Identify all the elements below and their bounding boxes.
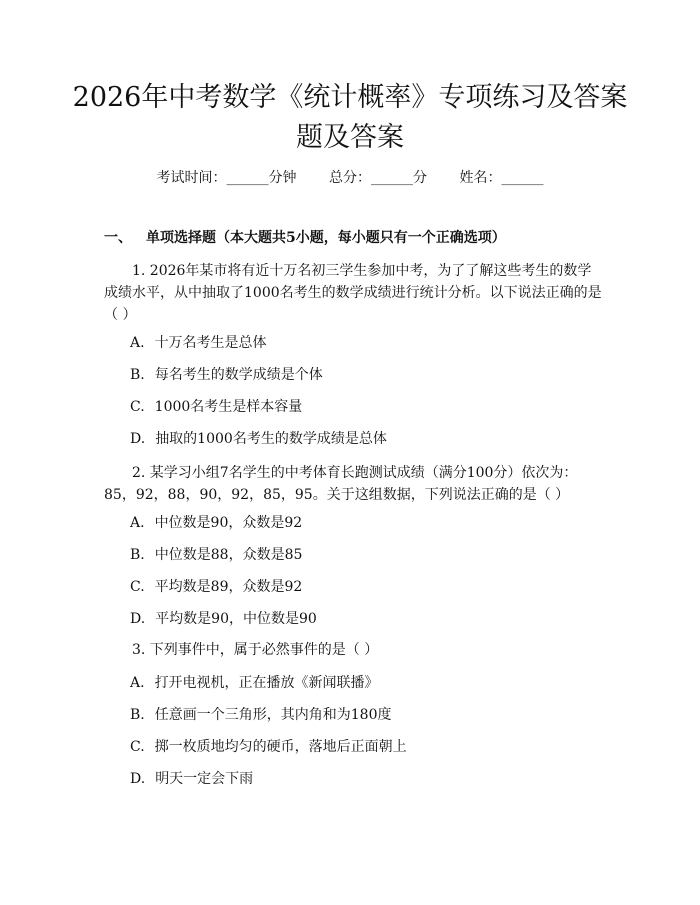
- option-text: 十万名考生是总体: [154, 335, 267, 351]
- option-letter: D.: [130, 771, 146, 787]
- option-letter: B.: [130, 367, 145, 383]
- name-label: 姓名：______: [459, 170, 544, 186]
- option-letter: B.: [130, 547, 145, 563]
- total-score-label: 总分：______分: [329, 170, 427, 186]
- question-2-option-b: [130, 545, 302, 565]
- question-2-option-d: [130, 609, 317, 629]
- exam-info-line: [0, 168, 700, 188]
- page-title: 2026年中考数学《统计概率》专项练习及答案题及答案: [72, 82, 628, 153]
- question-3-text: 3. 下列事件中，属于必然事件的是（ ）: [132, 642, 379, 658]
- question-1-option-c: [130, 397, 302, 417]
- option-text: 平均数是89，众数是92: [154, 579, 303, 595]
- option-letter: A.: [130, 335, 145, 351]
- question-3-option-c: [130, 737, 407, 757]
- option-text: 1000名考生是样本容量: [154, 399, 303, 415]
- question-3-option-d: [130, 769, 253, 789]
- exam-time-label: 考试时间：______分钟: [156, 170, 297, 186]
- section-number: 一、: [104, 230, 132, 246]
- option-text: 平均数是90，中位数是90: [155, 611, 317, 627]
- option-letter: D.: [130, 431, 146, 447]
- option-text: 掷一枚质地均匀的硬币，落地后正面朝上: [154, 739, 407, 755]
- option-text: 中位数是88，众数是85: [154, 547, 303, 563]
- option-text: 任意画一个三角形，其内角和为180度: [154, 707, 392, 723]
- option-letter: B.: [130, 707, 145, 723]
- option-text: 每名考生的数学成绩是个体: [154, 367, 323, 383]
- question-2-option-a: [130, 513, 302, 533]
- question-2-option-c: [130, 577, 302, 597]
- section-heading: [104, 228, 506, 248]
- section-title: 单项选择题（本大题共5小题，每小题只有一个正确选项）: [146, 230, 506, 246]
- option-letter: C.: [130, 739, 145, 755]
- question-1-option-a: [130, 333, 267, 353]
- option-letter: A.: [130, 675, 145, 691]
- question-3-option-a: [130, 673, 379, 693]
- option-letter: D.: [130, 611, 146, 627]
- question-1-option-b: [130, 365, 323, 385]
- question-1-text: 1. 2026年某市将有近十万名初三学生参加中考，为了了解这些考生的数学成绩水平，从中抽取了1000名考生的数学成绩进行统计分析。以下说法正确的是（ ）: [104, 263, 602, 323]
- option-text: 明天一定会下雨: [155, 771, 254, 787]
- question-2-text: 2. 某学习小组7名学生的中考体育长跑测试成绩（满分100分）依次为：85，92，88，90，92，85，95。关于这组数据，下列说法正确的是（ ）: [104, 465, 578, 503]
- option-letter: C.: [130, 579, 145, 595]
- question-3-option-b: [130, 705, 391, 725]
- option-text: 打开电视机，正在播放《新闻联播》: [154, 675, 379, 691]
- option-text: 中位数是90，众数是92: [154, 515, 303, 531]
- option-text: 抽取的1000名考生的数学成绩是总体: [155, 431, 387, 447]
- option-letter: C.: [130, 399, 145, 415]
- question-1-option-d: [130, 429, 387, 449]
- option-letter: A.: [130, 515, 145, 531]
